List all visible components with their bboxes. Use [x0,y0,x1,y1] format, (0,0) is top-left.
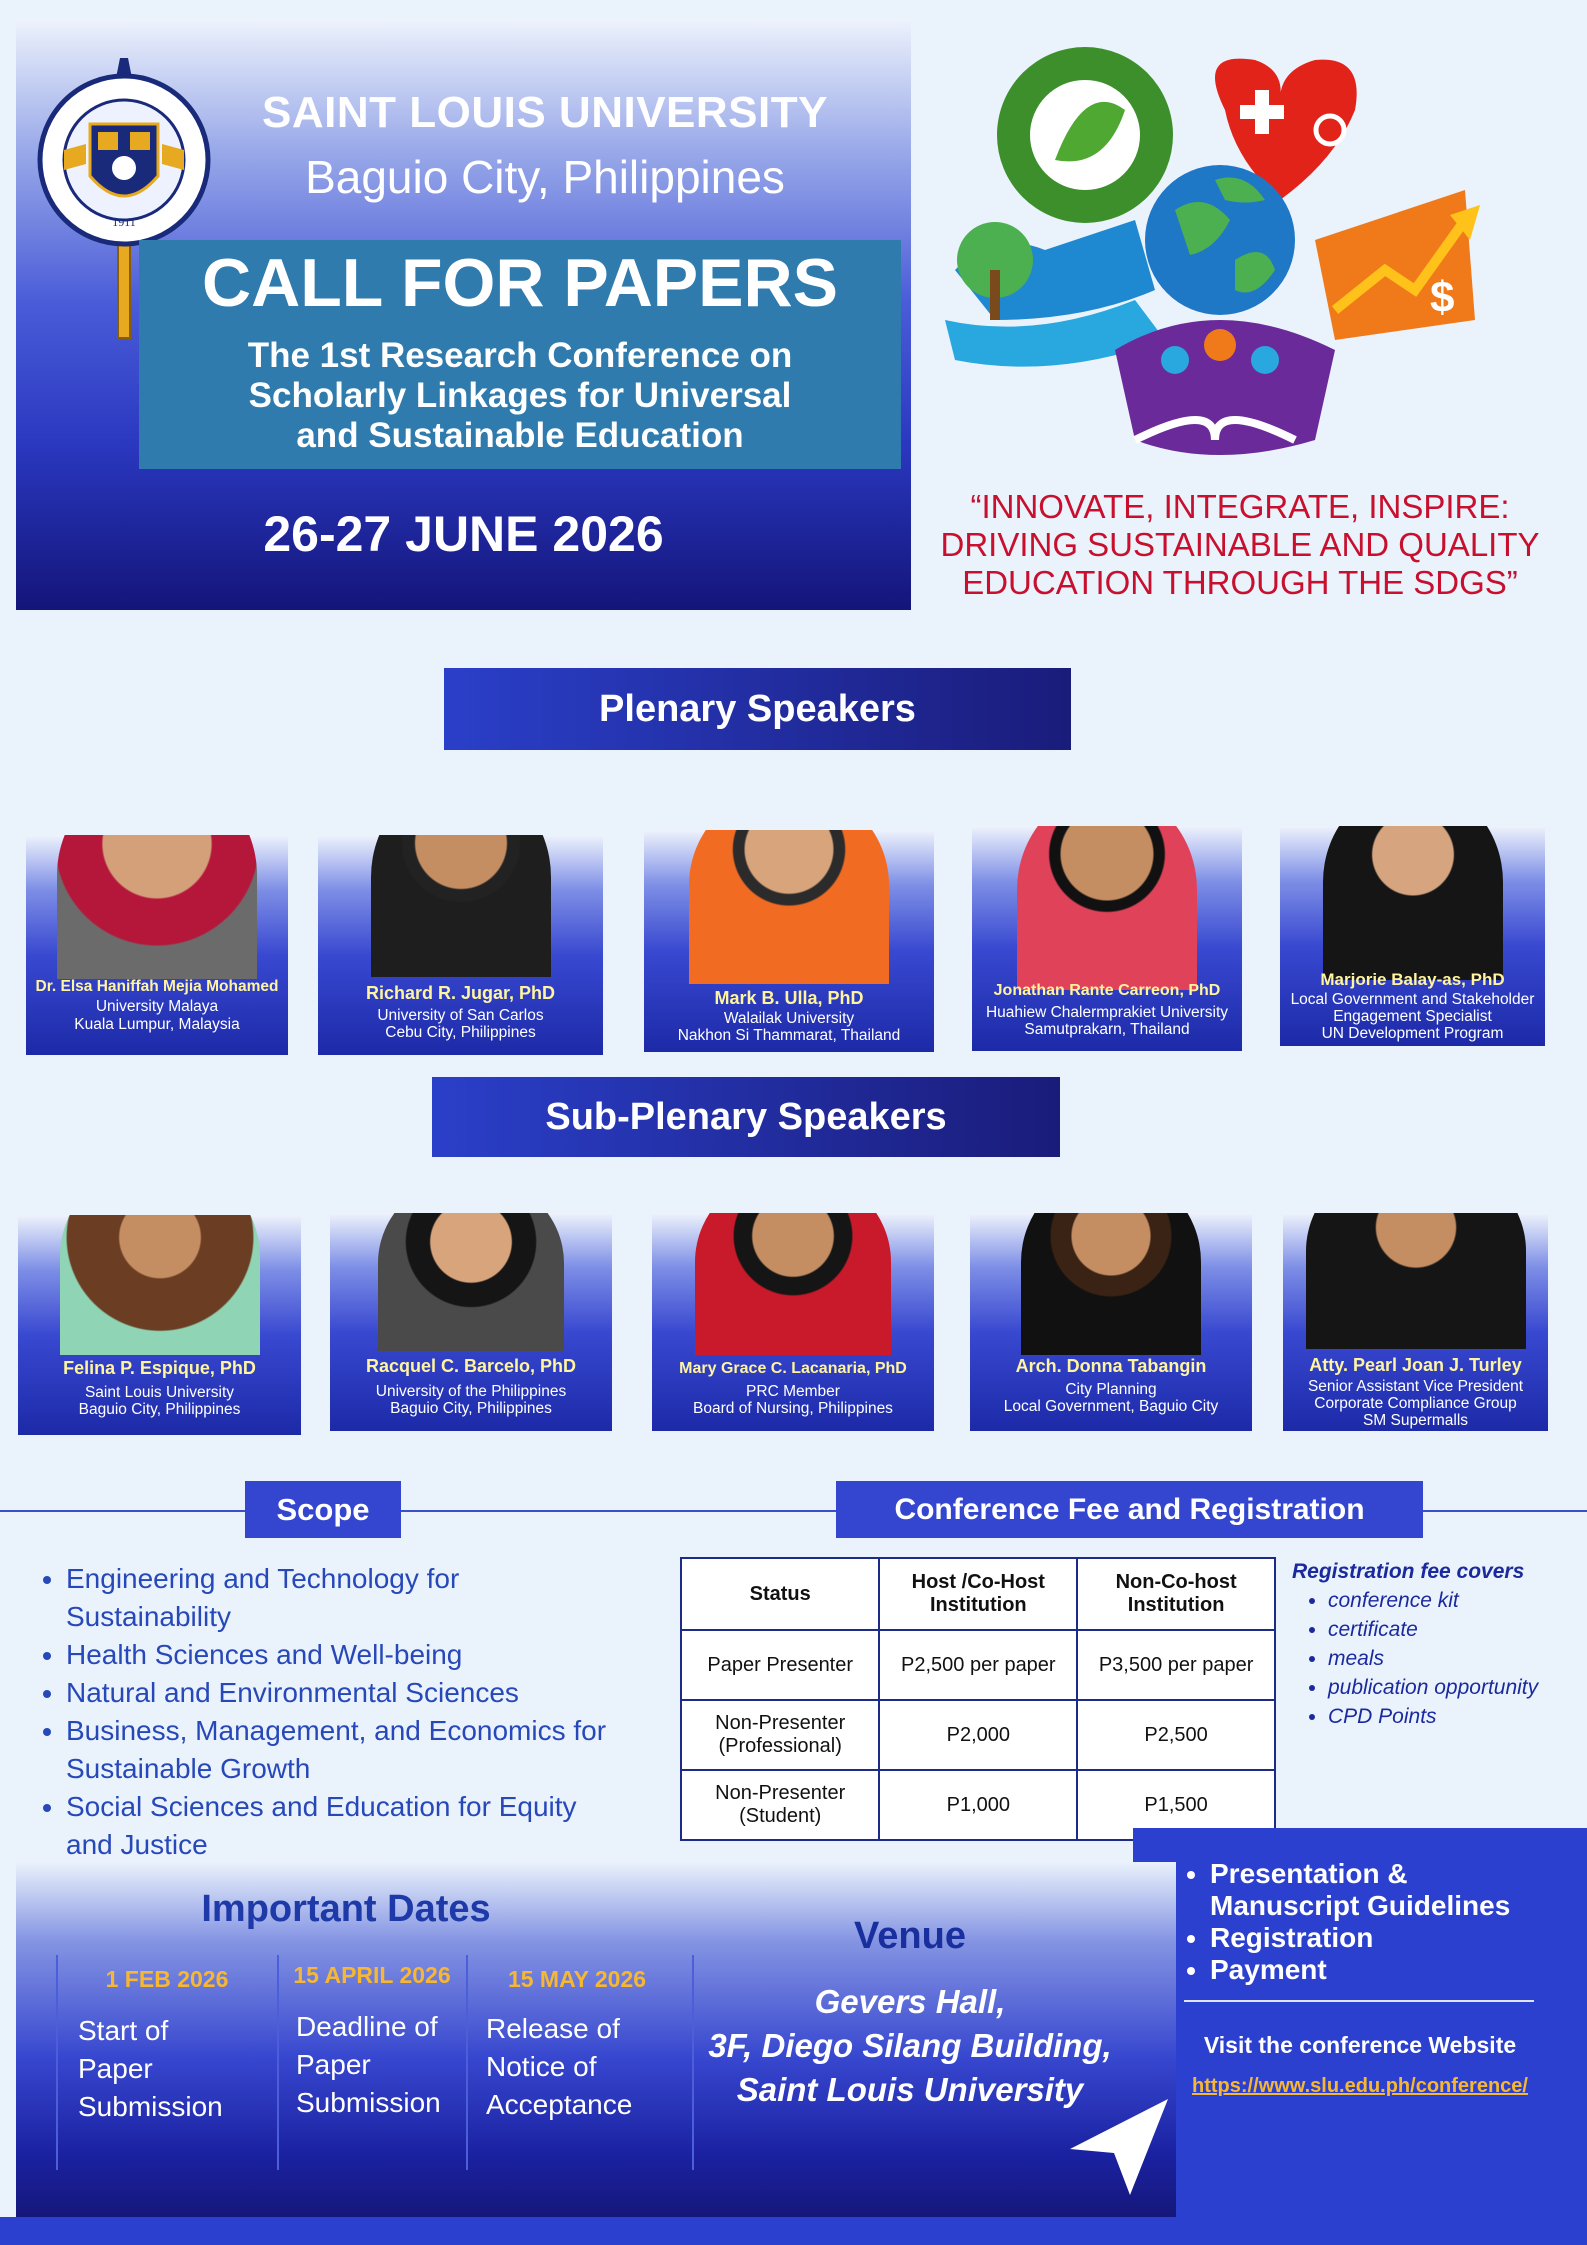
speaker-affiliation-line: University Malaya [95,998,219,1015]
speaker-affiliation-line: University of the Philippines [375,1383,567,1400]
speaker-photo [371,835,551,977]
speaker-photo [378,1213,564,1351]
speaker-affiliation-line: Baguio City, Philippines [78,1401,241,1418]
date-divider [466,1955,468,2170]
payment-link[interactable]: • Payment [1210,1954,1587,1986]
date-label: 1 FEB 2026 [105,1966,229,1992]
date-label: 15 MAY 2026 [507,1966,647,1992]
speaker-affiliation-line: Engagement Specialist [1333,1008,1492,1025]
speaker-affiliation-line: SM Supermalls [1362,1412,1469,1429]
table-row [681,1700,1275,1770]
speaker-photo [57,835,257,979]
fee-table [680,1557,1276,1841]
speaker-affiliation-line: Board of Nursing, Philippines [693,1400,893,1417]
speaker-affiliation-line: Nakhon Si Thammarat, Thailand [677,1027,901,1044]
speaker-name: Atty. Pearl Joan J. Turley [1309,1355,1522,1375]
plenary-speaker-card [644,830,934,1052]
date-divider [277,1955,279,2170]
speaker-name: Richard R. Jugar, PhD [365,983,556,1003]
registration-covers-list [1292,1586,1582,1731]
date-description: Release of Notice of Acceptance [486,2013,633,2120]
guidelines-link[interactable]: • Presentation & Manuscript Guidelines [1210,1858,1587,1922]
fee-cell: Paper Presenter [681,1630,879,1700]
speaker-affiliation-line: City Planning [1065,1381,1157,1398]
speaker-name: Felina P. Espique, PhD [63,1358,256,1378]
fee-cell: Non-Presenter (Student) [681,1770,879,1840]
bottom-strip [0,2217,1587,2245]
sdg-emblem-icon [935,40,1495,470]
speaker-name: Jonathan Rante Carreon, PhD [993,982,1221,999]
speaker-affiliation-line: Kuala Lumpur, Malaysia [74,1016,240,1033]
speaker-photo [695,1213,891,1355]
speaker-photo [60,1215,260,1355]
speaker-photo [1306,1213,1526,1349]
speaker-affiliation-line: PRC Member [746,1383,840,1400]
speaker-name: Racquel C. Barcelo, PhD [365,1356,577,1376]
list-item: • publication opportunity [1328,1673,1582,1702]
speaker-affiliation-line: UN Development Program [1321,1025,1504,1042]
fee-cell: P2,500 [1077,1700,1275,1770]
speaker-photo [689,830,889,984]
registration-covers-title: Registration fee covers [1292,1560,1525,1583]
list-item: • conference kit [1328,1586,1582,1615]
sub-plenary-speaker-card [652,1213,934,1431]
speaker-affiliation-line: University of San Carlos [377,1007,544,1024]
list-item: • CPD Points [1328,1702,1582,1731]
venue-title: Venue [854,1915,966,1957]
list-item: • meals [1328,1644,1582,1673]
speaker-name: Arch. Donna Tabangin [1015,1356,1207,1376]
conference-fee-title: Conference Fee and Registration [836,1481,1423,1538]
speaker-affiliation-line: Local Government, Baguio City [1003,1398,1219,1415]
conference-title [139,336,901,456]
links-divider [1184,2000,1534,2002]
visit-website-label: Visit the conference Website [1203,2032,1517,2058]
date-description: Start of Paper Submission [78,2015,223,2122]
website-links [1186,1858,1587,1986]
speaker-affiliation-line: Saint Louis University [84,1384,235,1401]
scope-item: • Health Sciences and Well-being [66,1636,686,1674]
speaker-photo [1021,1213,1201,1355]
speaker-photo [1017,826,1197,990]
scope-item: • Social Sciences and Education for Equity and Justice [66,1788,686,1864]
call-for-papers-title: CALL FOR PAPERS [202,245,838,321]
date-divider [56,1955,58,2170]
scope-item: • Engineering and Technology for Sustainability [66,1560,686,1636]
theme-line: DRIVING SUSTAINABLE AND QUALITY [940,526,1540,563]
scope-list [36,1560,686,1864]
navigation-arrow-icon [1068,2097,1170,2197]
conference-title-line: The 1st Research Conference on [247,336,793,375]
sub-plenary-speaker-card [1283,1213,1548,1431]
fee-cell: Non-Presenter (Professional) [681,1700,879,1770]
fee-cell: P2,500 per paper [879,1630,1077,1700]
list-item: • certificate [1328,1615,1582,1644]
table-row [681,1630,1275,1700]
plenary-speaker-card [318,835,603,1055]
speaker-affiliation-line: Walailak University [723,1010,855,1027]
important-dates-title: Important Dates [201,1888,491,1930]
seal-year: 1911 [112,215,136,229]
venue-address: Gevers Hall, 3F, Diego Silang Building, Saint Louis University [708,1983,1112,2108]
speaker-affiliation-line: Corporate Compliance Group [1314,1395,1517,1412]
sub-plenary-speaker-card [330,1213,612,1431]
conference-title-line: and Sustainable Education [296,416,744,455]
speaker-affiliation-line: Samutprakarn, Thailand [1024,1021,1190,1038]
fee-table-header: Host /Co-Host Institution [879,1558,1077,1630]
speaker-affiliation-line: Cebu City, Philippines [385,1024,536,1041]
registration-link[interactable]: • Registration [1210,1922,1587,1954]
fee-cell: P2,000 [879,1700,1077,1770]
plenary-speakers-title: Plenary Speakers [444,668,1071,750]
conference-title-line: Scholarly Linkages for Universal [248,376,792,415]
scope-item: • Business, Management, and Economics for Sustainable Growth [66,1712,686,1788]
speaker-affiliation-line: Local Government and Stakeholder [1290,991,1535,1008]
sub-plenary-speaker-card [970,1213,1252,1431]
speaker-affiliation-line: Huahiew Chalermprakiet University [985,1004,1229,1021]
plenary-speaker-card [972,826,1242,1051]
speaker-name: Mark B. Ulla, PhD [714,988,864,1008]
university-city: Baguio City, Philippines [305,151,785,203]
date-label: 15 APRIL 2026 [293,1962,451,1988]
speaker-photo [1323,826,1503,980]
speaker-affiliation-line: Senior Assistant Vice President [1307,1378,1524,1395]
fee-cell: P1,500 [1077,1770,1275,1840]
scope-item: • Natural and Environmental Sciences [66,1674,686,1712]
conference-website-link[interactable]: https://www.slu.edu.ph/conference/ [1192,2075,1528,2097]
sdg-dollar-sign: $ [1430,273,1455,322]
speaker-name: Mary Grace C. Lacanaria, PhD [679,1360,907,1377]
theme-line: “INNOVATE, INTEGRATE, INSPIRE: [970,488,1510,525]
scope-title: Scope [245,1481,401,1538]
fee-cell: P3,500 per paper [1077,1630,1275,1700]
registration-covers [1292,1557,1582,1731]
fee-table-header: Non-Co-host Institution [1077,1558,1275,1630]
theme-line: EDUCATION THROUGH THE SDGS” [962,564,1518,601]
fee-cell: P1,000 [879,1770,1077,1840]
fee-table-header-row [681,1558,1275,1630]
date-description: Deadline of Paper Submission [296,2011,441,2118]
university-name: SAINT LOUIS UNIVERSITY [262,88,828,137]
conference-date: 26-27 JUNE 2026 [263,506,664,562]
fee-table-header: Status [681,1558,879,1630]
sub-plenary-speakers-title: Sub-Plenary Speakers [432,1077,1060,1157]
speaker-name: Marjorie Balay-as, PhD [1320,970,1505,989]
plenary-speaker-card [1280,826,1545,1046]
conference-theme [900,488,1580,602]
speaker-name: Dr. Elsa Haniffah Mejia Mohamed [35,978,279,995]
sub-plenary-speaker-card [18,1215,301,1435]
plenary-speaker-card [26,835,288,1055]
speaker-affiliation-line: Baguio City, Philippines [390,1400,552,1417]
